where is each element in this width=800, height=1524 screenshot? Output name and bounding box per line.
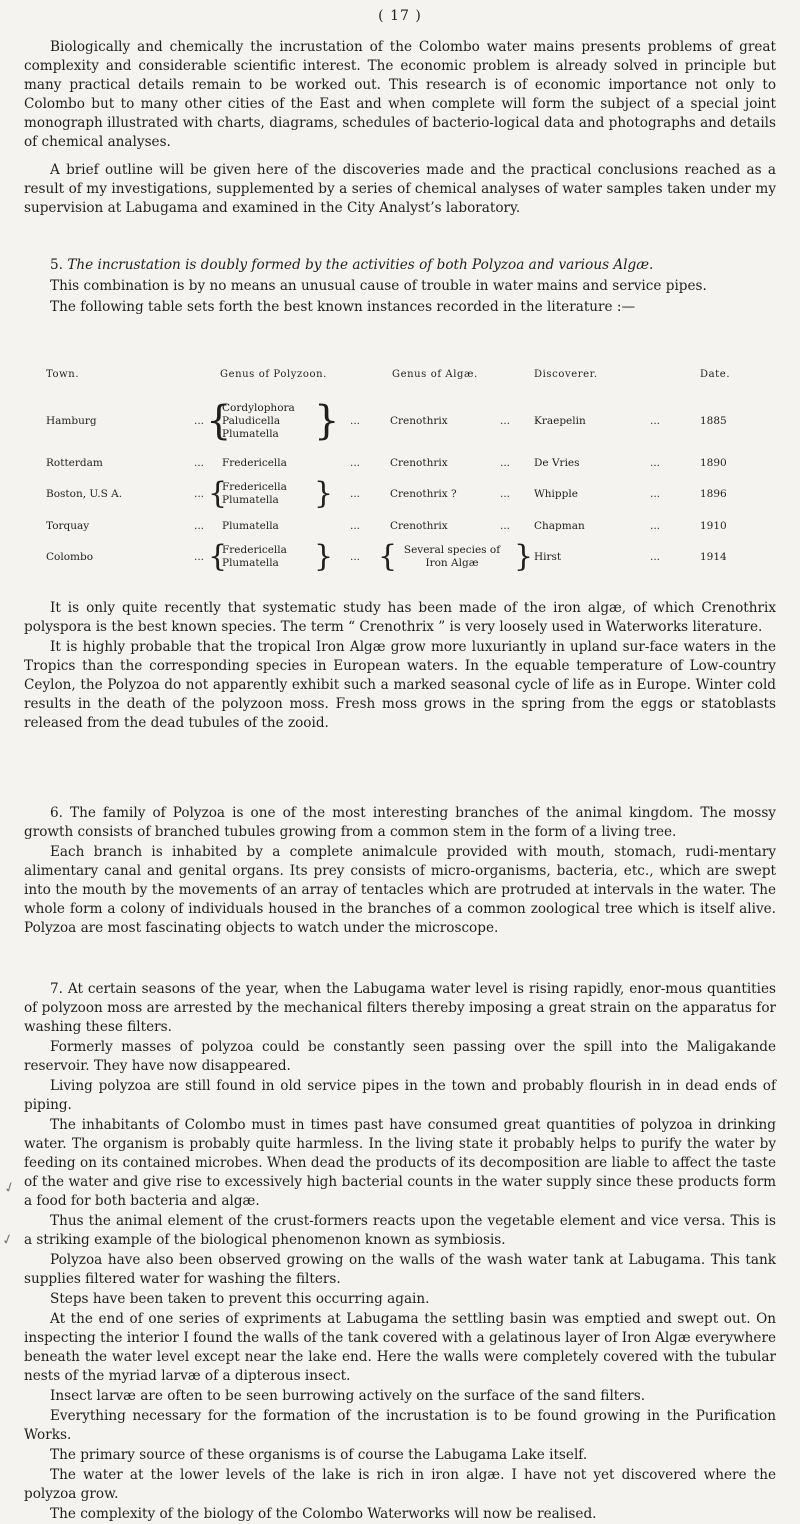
section-7-paragraph-3: Living polyzoa are still found in old service pipes in the town and probably flourish in in dead ends of piping. [24,1078,776,1113]
cell-date: 1890 [700,457,727,469]
polyzoon-name: Fredericella [222,481,287,493]
post-table-paragraph-2: It is highly probable that the tropical Iron Algæ grow more luxuriantly in upland sur-face waters in the Tropics than the corresponding species in European waters. In the equable temperature of Low-country Ceylon, the Polyzoa do not apparently exhibit such a marked seasonal cycle of life as in Europe. Winter cold results in the death of the polyzoon moss. Fresh moss grows in the spring from the eggs or statoblasts released from the dead tubules of the zooid. [24,639,776,731]
leader-dots: ... [350,415,361,427]
section-7-paragraph-2: Formerly masses of polyzoa could be constantly seen passing over the spill into the Maligakande reservoir. They have now disappeared. [24,1039,776,1074]
margin-tick-mark: ✓ [1,1178,19,1198]
section-7-paragraph-13: The complexity of the biology of the Colombo Waterworks will now be realised. [50,1506,597,1522]
cell-discoverer: De Vries [534,457,580,469]
section-5-paragraph-1: This combination is by no means an unusual cause of trouble in water mains and service pipes. [50,278,707,294]
header-polyzoon: Genus of Polyzoon. [220,369,327,380]
polyzoon-name: Plumatella [222,428,279,440]
header-algae: Genus of Algæ. [392,369,478,380]
cell-polyzoon [222,402,295,441]
polyzoon-name: Plumatella [222,494,279,506]
cell-date: 1910 [700,520,727,532]
leader-dots: ... [500,488,511,500]
leader-dots: ... [194,520,205,532]
section-5-heading-line [24,256,776,275]
intro-section [24,38,776,218]
polyzoon-name: Plumatella [222,557,279,569]
brace-left: { [208,476,228,511]
leader-dots: ... [650,415,661,427]
section-7-paragraph-7: Steps have been taken to prevent this occurring again. [50,1291,430,1307]
cell-polyzoon: Fredericella [222,457,287,469]
cell-town: Boston, U.S A. [46,488,123,500]
cell-date: 1885 [700,415,727,427]
section-7-paragraph-12: The water at the lower levels of the lake is rich in iron algæ. I have not yet discovered where the polyzoa grow. [24,1467,776,1502]
polyzoon-name: Fredericella [222,544,287,556]
leader-dots: ... [650,457,661,469]
cell-discoverer: Hirst [534,551,562,563]
section-5 [24,256,776,317]
leader-dots: ... [350,457,361,469]
leader-dots: ... [650,488,661,500]
section-6-paragraph-2: Each branch is inhabited by a complete animalcule provided with mouth, stomach, rudi-mentary alimentary canal and genital organs. Its prey consists of micro-organisms, bacteria, etc., which are swept into the mouth by the movements of an array of tentacles which are protruded at intervals in the water. The whole form a colony of individuals housed in the branches of a common zoological tree which is itself alive. Polyzoa are most fascinating objects to watch under the microscope. [24,844,776,936]
section-7-paragraph-1: 7. At certain seasons of the year, when the Labugama water level is rising rapidly, enor-mous quantities of polyzoon moss are arrested by the mechanical filters thereby imposing a great strain on the apparatus for washing these filters. [24,981,776,1035]
cell-discoverer: Chapman [534,520,585,532]
leader-dots: ... [350,488,361,500]
leader-dots: ... [500,520,511,532]
brace-left: { [206,398,232,444]
brace-right: } [314,476,334,511]
cell-algae: Crenothrix [390,457,448,469]
section-7-paragraph-5: Thus the animal element of the crust-formers reacts upon the vegetable element and vice versa. This is a striking example of the biological phenomenon known as symbiosis. [24,1213,776,1248]
cell-polyzoon [222,481,287,507]
section-7-paragraph-10: Everything necessary for the formation of the incrustation is to be found growing in the Purification Works. [24,1408,776,1443]
section-7-paragraph-6: Polyzoa have also been observed growing on the walls of the wash water tank at Labugama. This tank supplies filtered water for washing the filters. [24,1252,776,1287]
header-date: Date. [700,369,731,380]
brace-left: { [378,539,398,574]
cell-polyzoon: Plumatella [222,520,279,532]
leader-dots: ... [350,520,361,532]
cell-algae: Crenothrix [390,415,448,427]
post-table-section [24,599,776,733]
polyzoon-name: Paludicella [222,415,281,427]
cell-algae: Crenothrix ? [390,488,457,500]
cell-town: Colombo [46,551,94,563]
section-7-paragraph-11: The primary source of these organisms is of course the Labugama Lake itself. [50,1447,588,1463]
section-7-paragraph-9: Insect larvæ are often to be seen burrowing actively on the surface of the sand filters. [50,1388,646,1404]
algae-line: Iron Algæ [425,557,479,569]
section-6-paragraph-1: 6. The family of Polyzoa is one of the most interesting branches of the animal kingdom. The mossy growth consists of branched tubules growing from a common stem in the form of a living tree. [24,805,776,840]
polyzoon-name: Cordylophora [222,402,295,414]
leader-dots: ... [350,551,361,563]
brace-left: { [208,539,228,574]
cell-date: 1914 [700,551,727,563]
cell-polyzoon [222,544,287,570]
section-6 [24,804,776,938]
brace-right: } [314,539,334,574]
section-7 [24,980,776,1524]
leader-dots: ... [194,551,205,563]
brace-right: } [314,398,340,444]
cell-town: Torquay [46,520,90,532]
leader-dots: ... [194,415,205,427]
section-5-paragraph-2: The following table sets forth the best known instances recorded in the literature :— [50,299,636,315]
cell-algae: Crenothrix [390,520,448,532]
intro-paragraph-1: Biologically and chemically the incrustation of the Colombo water mains presents problems of great complexity and considerable scientific interest. The economic problem is already solved in principle but many practical details remain to be worked out. This research is of economic importance not only to Colombo but to many other cities of the East and when complete will form the subject of a special joint monograph illustrated with charts, diagrams, schedules of bacterio-logical data and photographs and details of chemical analyses. [24,39,776,150]
cell-date: 1896 [700,488,727,500]
cell-discoverer: Whipple [534,488,578,500]
algae-line: Several species of [403,544,501,556]
section-5-heading: The incrustation is doubly formed by the activities of both Polyzoa and various Algæ. [67,257,654,273]
leader-dots: ... [500,457,511,469]
cell-town: Hamburg [46,415,97,427]
intro-paragraph-2: A brief outline will be given here of the discoveries made and the practical conclusions reached as a result of my investigations, supplemented by a series of chemical analyses of water samples taken under my supervision at Labugama and examined in the City Analyst’s laboratory. [24,162,776,216]
section-7-paragraph-4: The inhabitants of Colombo must in times past have consumed great quantities of polyzoa in drinking water. The organism is probably quite harmless. In the living state it probably helps to purify the water by feeding on its contained microbes. When dead the products of its decomposition are liable to affect the taste of the water and give rise to excessively high bacterial counts in the water supply since these products form a food for both bacteria and algæ. [24,1117,776,1209]
cell-algae [392,544,512,570]
post-table-paragraph-1: It is only quite recently that systematic study has been made of the iron algæ, of which Crenothrix polyspora is the best known species. The term “ Crenothrix ” is very loosely used in Waterworks literature. [24,600,776,635]
leader-dots: ... [194,457,205,469]
section-7-paragraph-8: At the end of one series of expriments at Labugama the settling basin was emptied and swept out. On inspecting the interior I found the walls of the tank covered with a gelatinous layer of Iron Algæ everywhere beneath the water level except near the lake end. Here the walls were completely covered with the tubular nests of the myriad larvæ of a dipterous insect. [24,1311,776,1384]
cell-discoverer: Kraepelin [534,415,586,427]
header-discoverer: Discoverer. [534,369,598,380]
header-town: Town. [46,369,80,380]
page-number: ( 17 ) [378,8,422,24]
brace-right: } [514,539,534,574]
leader-dots: ... [650,551,661,563]
section-5-number: 5. [50,257,63,273]
leader-dots: ... [650,520,661,532]
margin-tick-mark: ✓ [0,1230,16,1250]
leader-dots: ... [500,415,511,427]
leader-dots: ... [194,488,205,500]
cell-town: Rotterdam [46,457,103,469]
